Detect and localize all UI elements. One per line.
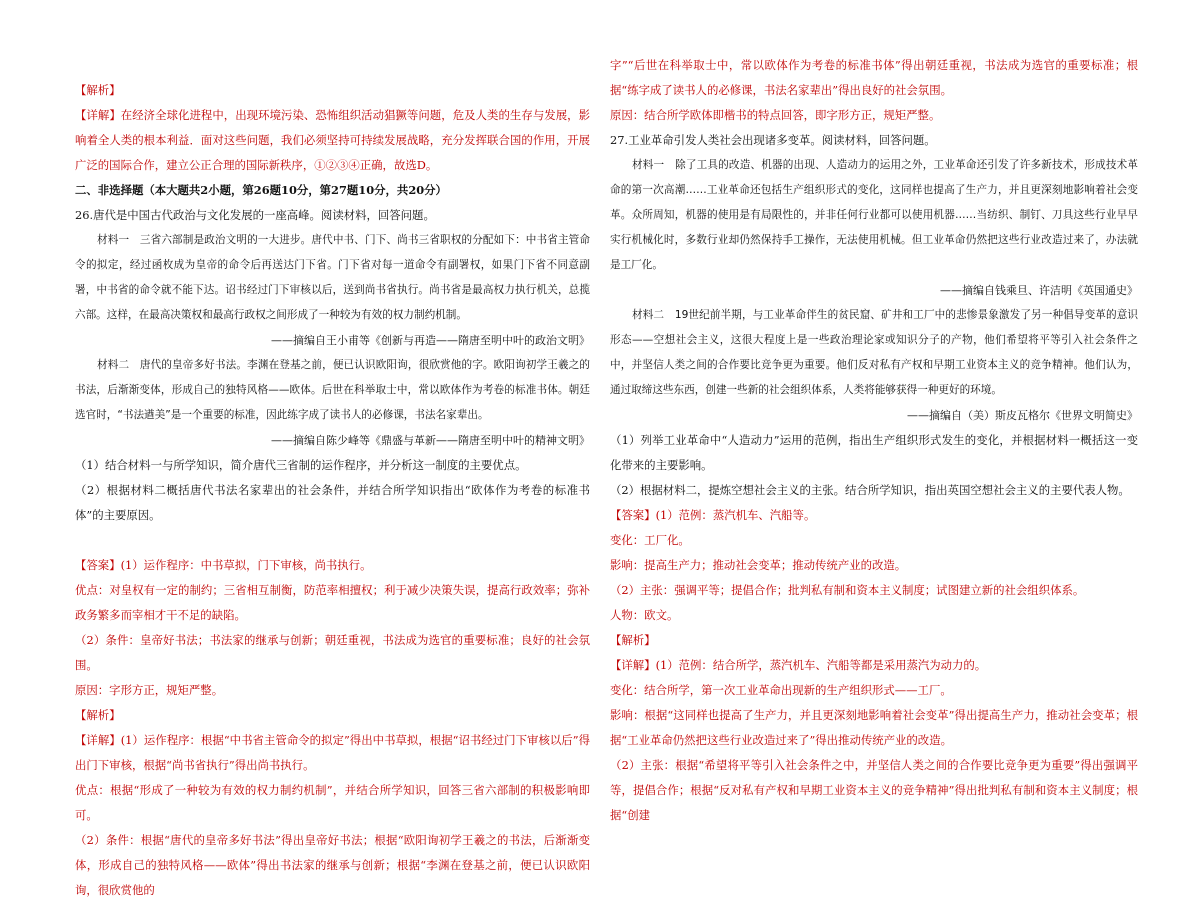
q27-stem: 27.工业革命引发人类社会出现诸多变革。阅读材料，回答问题。 bbox=[610, 133, 936, 147]
q26-detail-2-continued: 字”“后世在科举取士中，常以欧体作为考卷的标准书体”得出朝廷重视，书法成为选官的重要标准；根据“练字成了读书人的必修课，书法名家辈出”得出良好的社会氛围。 bbox=[610, 58, 1138, 97]
q27-answer-1-change: 变化：工厂化。 bbox=[610, 533, 690, 547]
q27-answer-2-person: 人物：欧文。 bbox=[610, 608, 679, 622]
q27-detail-1-impact: 影响：根据“这同样也提高了生产力，并且更深刻地影响着社会变革”得出提高生产力，推动社会变革；根据“工业革命仍然把这些行业改造过来了”得出推动传统产业的改造。 bbox=[610, 708, 1138, 747]
q26-material-1-source: ——摘编自王小甫等《创新与再造——隋唐至明中叶的政治文明》 bbox=[271, 334, 590, 347]
q26-answer-1-advantages: 优点：对皇权有一定的制约；三省相互制衡，防范率相擅权；利于减少决策失误，提高行政效率；弥补政务繁多而宰相才干不足的缺陷。 bbox=[75, 583, 590, 622]
q27-material-2-source: ——摘编自（美）斯皮瓦格尔《世界文明简史》 bbox=[907, 409, 1138, 422]
q27-answer-1: 【答案】(1）范例：蒸汽机车、汽船等。 bbox=[610, 508, 816, 522]
section-title: 二、非选择题（本大题共2小题，第26题10分，第27题10分，共20分） bbox=[75, 183, 447, 197]
spacer bbox=[75, 528, 590, 553]
q27-question-2: （2）根据材料二，提炼空想社会主义的主张。结合所学知识，指出英国空想社会主义的主要代表人物。 bbox=[610, 483, 1130, 497]
q26-material-1: 材料一 三省六部制是政治文明的一大进步。唐代中书、门下、尚书三省职权的分配如下：中书省主管命令的拟定，经过函枚成为皇帝的命令后再送达门下省。门下省对每一道命令有副署权，如果门下省不同意副署，中书省的命令就不能下达。诏书经过门下审核以后，送到尚书省执行。尚书省是最高权力执行机关，总揽六部。这样，在最高决策权和最高行政权之间形成了一种较为有效的权力制约机制。 bbox=[75, 234, 590, 321]
q27-analysis-label: 【解析】 bbox=[610, 633, 656, 647]
q27-material-2: 材料二 19世纪前半期，与工业革命伴生的贫民窟、矿井和工厂中的悲惨景象激发了另一种倡导变革的意识形态——空想社会主义，这很大程度上是一些政治理论家或知识分子的产物，他们希望将平等引入社会条件之中，并坚信人类之间的合作要比竞争更为重要。他们反对私有产权和早期工业资本主义的竞争精神。他们认为，通过取缔这些东西，创建一些新的社会组织体系，人类将能够获得一种更好的环境。 bbox=[610, 309, 1138, 396]
q26-question-1: （1）结合材料一与所学知识，简介唐代三省制的运作程序，并分析这一制度的主要优点。 bbox=[75, 458, 527, 472]
q26-detail-2-reason: 原因：结合所学欧体即楷书的特点回答，即字形方正，规矩严整。 bbox=[610, 108, 941, 122]
q26-detail-1-advantages: 优点：根据“形成了一种较为有效的权力制约机制”，并结合所学知识，回答三省六部制的积极影响即可。 bbox=[75, 783, 590, 822]
q27-answer-2: （2）主张：强调平等；提倡合作；批判私有制和资本主义制度；试图建立新的社会组织体系。 bbox=[610, 583, 1085, 597]
q27-material-1-source: ——摘编自钱乘旦、许洁明《英国通史》 bbox=[940, 284, 1138, 297]
q27-answer-1-impact: 影响：提高生产力；推动社会变革；推动传统产业的改造。 bbox=[610, 558, 907, 572]
q26-answer-1: 【答案】(1）运作程序：中书草拟，门下审核，尚书执行。 bbox=[75, 558, 372, 572]
detail-explanation: 【详解】在经济全球化进程中，出现环境污染、恐怖组织活动猖獗等问题，危及人类的生存与发展，影响着全人类的根本利益．面对这些问题，我们必须坚持可持续发展战略，充分发挥联合国的作用，开展广泛的国际合作，建立公正合理的国际新秩序，①②③④正确，故选D。 bbox=[75, 108, 590, 172]
q26-answer-2-reason: 原因：字形方正，规矩严整。 bbox=[75, 683, 224, 697]
q26-analysis-label: 【解析】 bbox=[75, 708, 121, 722]
q27-detail-1: 【详解】(1）范例：结合所学，蒸汽机车、汽船等都是采用蒸汽为动力的。 bbox=[610, 658, 987, 672]
q26-detail-2: （2）条件：根据“唐代的皇帝多好书法”得出皇帝好书法；根据“欧阳询初学王羲之的书法，后渐渐变体，形成自己的独特风格——欧体”得出书法家的继承与创新；根据“李渊在登基之前，便已认识欧阳询，很欣赏他的 bbox=[75, 833, 590, 897]
q27-question-1: （1）列举工业革命中“人造动力”运用的范例，指出生产组织形式发生的变化，并根据材料一概括这一变化带来的主要影响。 bbox=[610, 433, 1138, 472]
q27-detail-1-change: 变化：结合所学，第一次工业革命出现新的生产组织形式——工厂。 bbox=[610, 683, 952, 697]
q26-detail-1: 【详解】(1）运作程序：根据“中书省主管命令的拟定”得出中书草拟，根据“诏书经过门下审核以后”得出门下审核，根据“尚书省执行”得出尚书执行。 bbox=[75, 733, 590, 772]
q27-material-1: 材料一 除了工具的改造、机器的出现、人造动力的运用之外，工业革命还引发了许多新技术，形成技术革命的第一次高潮……工业革命还包括生产组织形式的变化，这同样也提高了生产力，并且更深刻地影响着社会变革。众所周知，机器的使用是有局限性的，并非任何行业都可以使用机器……当纺织、制钉、刀具这些行业早早实行机械化时，多数行业却仍然保持手工操作，无法使用机械。但工业革命仍然把这些行业改造过来了，办法就是工厂化。 bbox=[610, 159, 1138, 271]
analysis-label: 【解析】 bbox=[75, 83, 121, 97]
q26-material-2-source: ——摘编自陈少峰等《鼎盛与革新——隋唐至明中叶的精神文明》 bbox=[271, 434, 590, 447]
right-column bbox=[610, 53, 1138, 828]
q26-stem: 26.唐代是中国古代政治与文化发展的一座高峰。阅读材料，回答问题。 bbox=[75, 208, 435, 222]
q26-material-2: 材料二 唐代的皇帝多好书法。李渊在登基之前，便已认识欧阳询，很欣赏他的字。欧阳询初学王羲之的书法，后渐渐变体，形成自己的独特风格——欧体。后世在科举取士中，常以欧体作为考卷的标准书体。朝廷选官时，“书法遒美”是一个重要的标准，因此练字成了读书人的必修课，书法名家辈出。 bbox=[75, 359, 590, 421]
q26-question-2: （2）根据材料二概括唐代书法名家辈出的社会条件，并结合所学知识指出“欧体作为考卷的标准书体”的主要原因。 bbox=[75, 483, 590, 522]
left-column bbox=[75, 78, 590, 903]
q27-detail-2: （2）主张：根据“希望将平等引入社会条件之中，并坚信人类之间的合作要比竞争更为重要”得出强调平等，提倡合作；根据“反对私有产权和早期工业资本主义的竞争精神”得出批判私有制和资本主义制度；根据“创建 bbox=[610, 758, 1138, 822]
q26-answer-2: （2）条件：皇帝好书法；书法家的继承与创新；朝廷重视，书法成为选官的重要标准；良好的社会氛围。 bbox=[75, 633, 590, 672]
